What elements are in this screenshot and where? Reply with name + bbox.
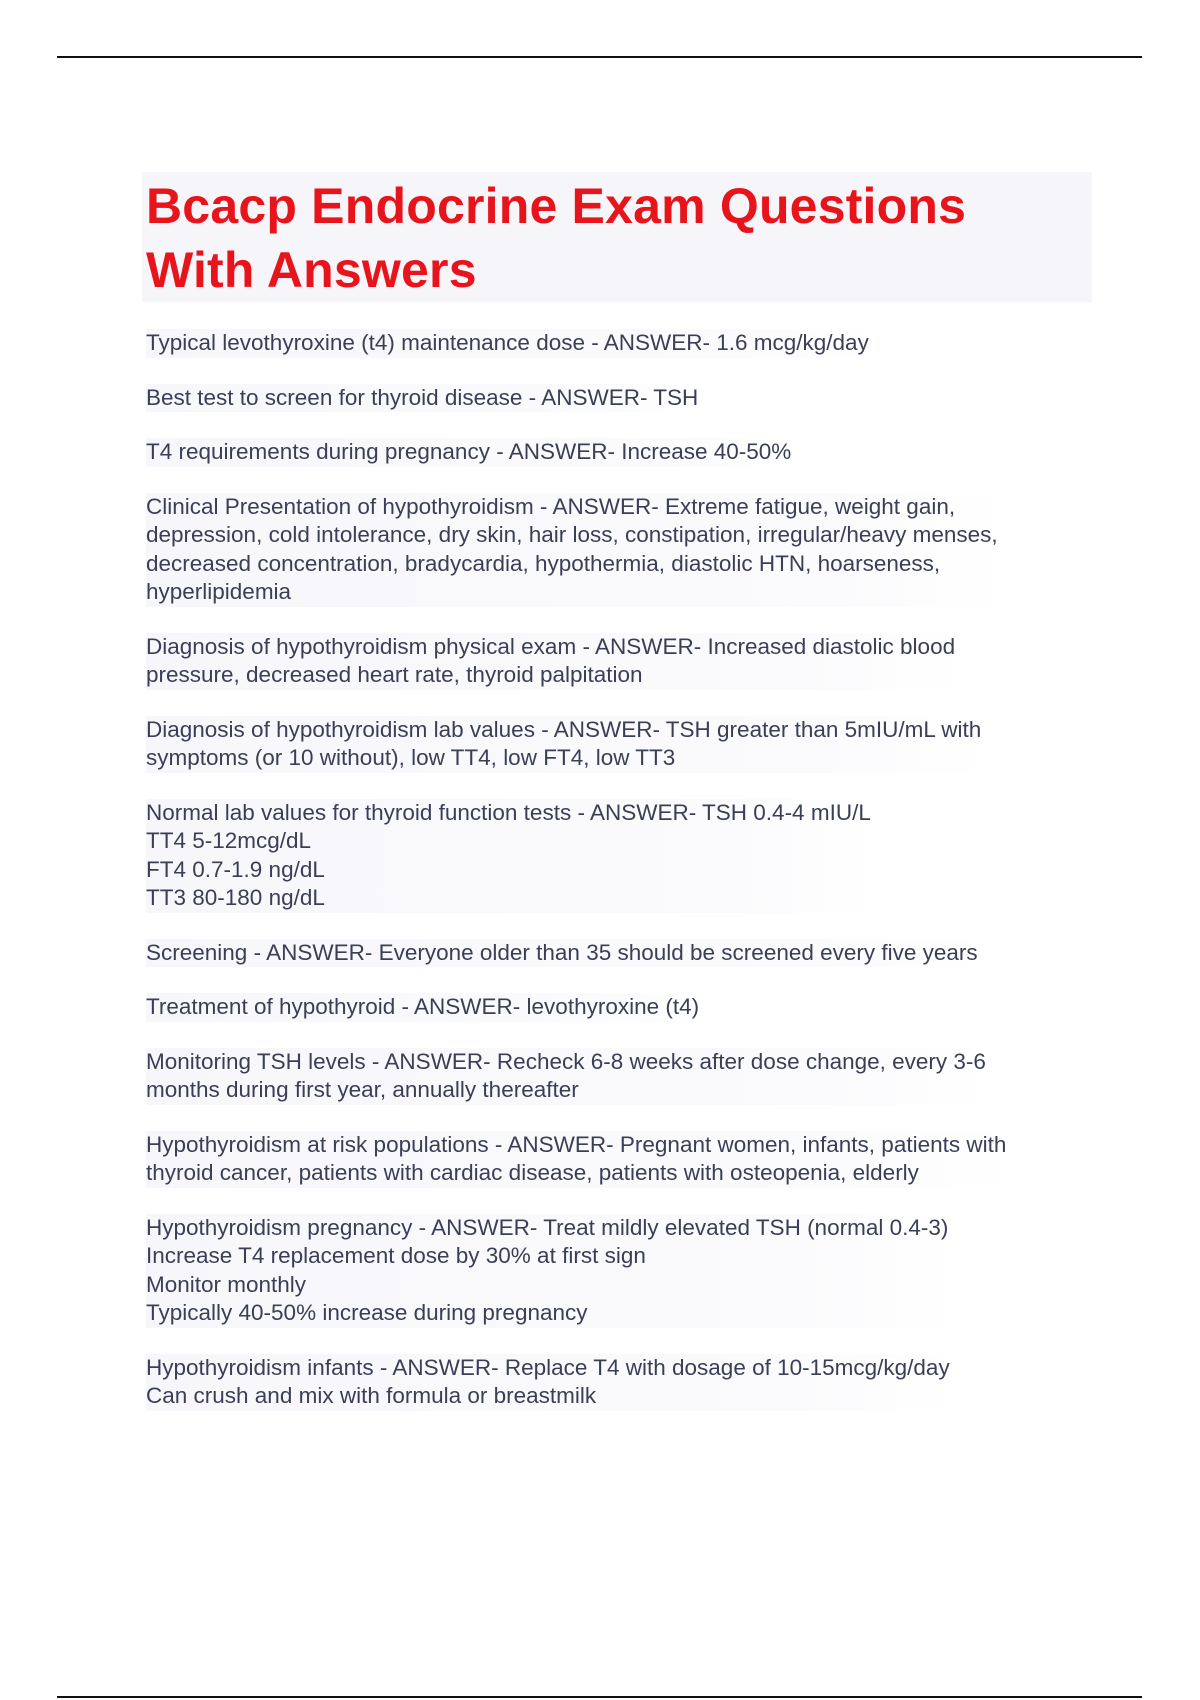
qa-item <box>146 716 991 773</box>
qa-item <box>146 1131 1016 1188</box>
qa-line: pressure, decreased heart rate, thyroid palpitation <box>146 662 643 687</box>
qa-line: Monitor monthly <box>146 1271 307 1297</box>
qa-line: depression, cold intolerance, dry skin, hair loss, constipation, irregular/heavy menses, <box>146 522 998 547</box>
qa-line: Can crush and mix with formula or breastmilk <box>146 1383 597 1408</box>
qa-line: Typically 40-50% increase during pregnancy <box>146 1300 588 1325</box>
qa-line: FT4 0.7-1.9 ng/dL <box>146 856 325 882</box>
qa-item <box>146 384 708 413</box>
document-title <box>146 174 1086 302</box>
qa-line: Screening - ANSWER- Everyone older than 35 should be screened every five years <box>146 939 978 965</box>
qa-line: Normal lab values for thyroid function tests - ANSWER- TSH 0.4-4 mIU/L <box>146 799 871 825</box>
qa-item <box>146 1048 996 1105</box>
qa-line: Hypothyroidism infants - ANSWER- Replace T4 with dosage of 10-15mcg/kg/day <box>146 1354 950 1380</box>
qa-line: Increase T4 replacement dose by 30% at first sign <box>146 1243 646 1268</box>
title-line-1: Bcacp Endocrine Exam Questions <box>146 178 967 234</box>
qa-line: months during first year, annually thereafter <box>146 1077 579 1102</box>
qa-item <box>146 493 1008 607</box>
qa-line: Monitoring TSH levels - ANSWER- Recheck 6-8 weeks after dose change, every 3-6 <box>146 1048 986 1074</box>
qa-line: thyroid cancer, patients with cardiac disease, patients with osteopenia, elderly <box>146 1160 919 1185</box>
qa-line: Diagnosis of hypothyroidism lab values - ANSWER- TSH greater than 5mIU/mL with <box>146 716 982 742</box>
qa-line: hyperlipidemia <box>146 579 292 604</box>
qa-line: Best test to screen for thyroid disease - ANSWER- TSH <box>146 384 699 410</box>
qa-line: symptoms (or 10 without), low TT4, low FT4, low TT3 <box>146 745 676 770</box>
qa-line: Clinical Presentation of hypothyroidism - ANSWER- Extreme fatigue, weight gain, <box>146 493 956 519</box>
qa-item <box>146 329 879 358</box>
qa-list <box>146 329 1096 1437</box>
qa-item <box>146 939 988 968</box>
qa-line: Hypothyroidism at risk populations - ANSWER- Pregnant women, infants, patients with <box>146 1131 1007 1157</box>
bottom-rule <box>57 1696 1142 1698</box>
qa-line: TT4 5-12mcg/dL <box>146 828 312 853</box>
qa-line: Diagnosis of hypothyroidism physical exam - ANSWER- Increased diastolic blood <box>146 633 956 659</box>
qa-line: Treatment of hypothyroid - ANSWER- levothyroxine (t4) <box>146 994 700 1019</box>
qa-line: TT3 80-180 ng/dL <box>146 885 325 910</box>
qa-line: Typical levothyroxine (t4) maintenance dose - ANSWER- 1.6 mcg/kg/day <box>146 330 869 355</box>
qa-item <box>146 1214 958 1328</box>
qa-item <box>146 438 801 467</box>
qa-line: Hypothyroidism pregnancy - ANSWER- Treat mildly elevated TSH (normal 0.4-3) <box>146 1214 949 1240</box>
qa-item <box>146 799 881 913</box>
qa-line: decreased concentration, bradycardia, hypothermia, diastolic HTN, hoarseness, <box>146 550 941 576</box>
title-line-2: With Answers <box>146 242 477 298</box>
top-rule <box>57 56 1142 58</box>
qa-line: T4 requirements during pregnancy - ANSWER- Increase 40-50% <box>146 439 792 464</box>
qa-item <box>146 633 965 690</box>
qa-item <box>146 993 709 1022</box>
qa-item <box>146 1354 960 1411</box>
